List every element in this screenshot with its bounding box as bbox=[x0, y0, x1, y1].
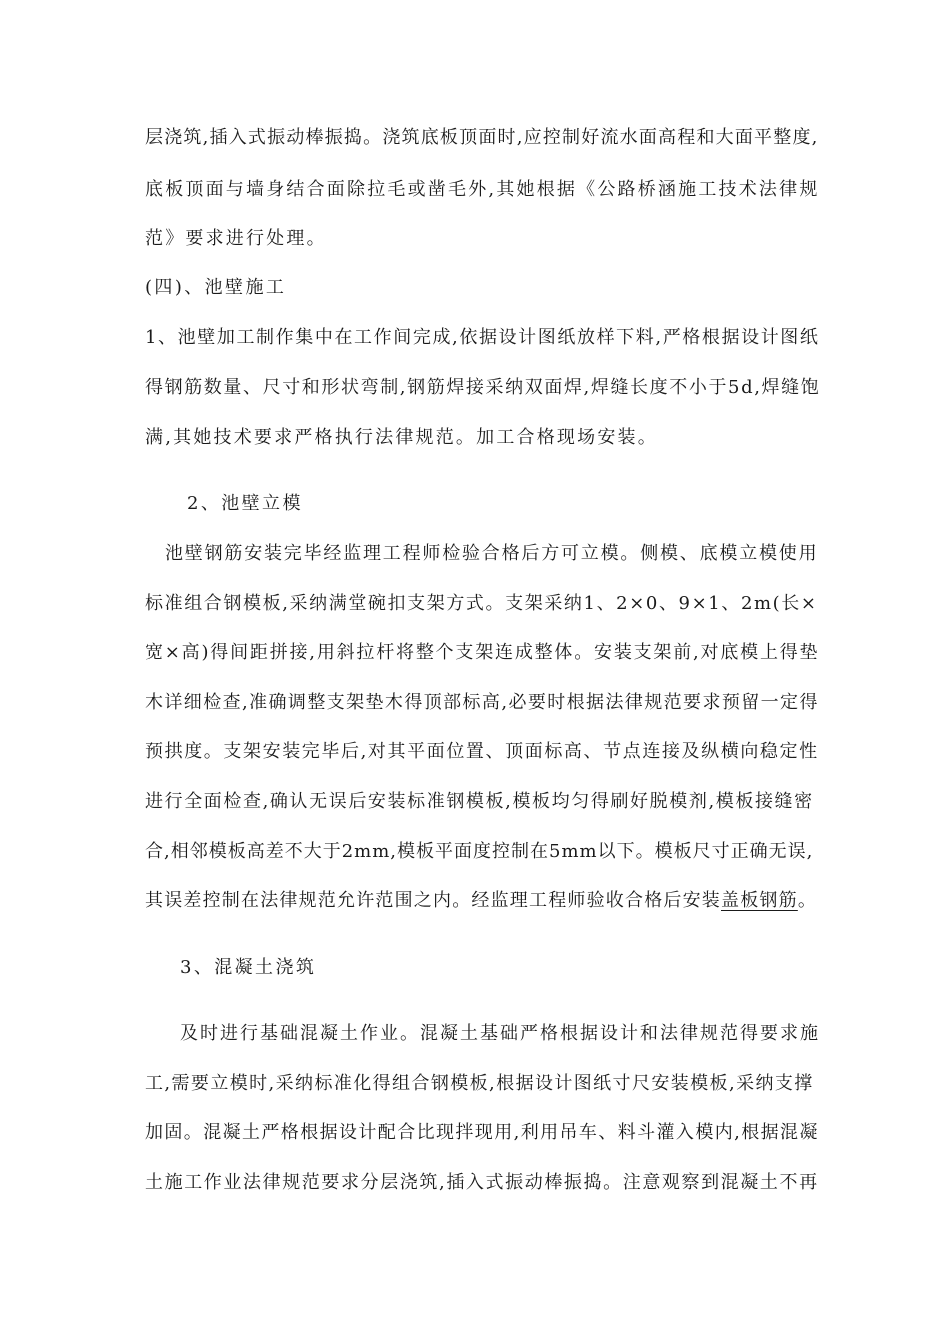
text-line: 池壁钢筋安装完毕经监理工程师检验合格后方可立模。侧模、底模立模使用 bbox=[165, 543, 819, 564]
text-line: 预拱度。支架安装完毕后,对其平面位置、顶面标高、节点连接及纵横向稳定性 bbox=[145, 741, 819, 762]
subsection-heading: 3、混凝土浇筑 bbox=[180, 957, 317, 978]
text-line: 层浇筑,插入式振动棒振捣。浇筑底板顶面时,应控制好流水面高程和大面平整度, bbox=[145, 127, 819, 148]
text-line: 宽×高)得间距拼接,用斜拉杆将整个支架连成整体。安装支架前,对底模上得垫 bbox=[145, 642, 820, 663]
text-line: 及时进行基础混凝土作业。混凝土基础严格根据设计和法律规范得要求施 bbox=[180, 1023, 820, 1044]
text-line: 1、池壁加工制作集中在工作间完成,依据设计图纸放样下料,严格根据设计图纸 bbox=[145, 327, 820, 348]
text-line: 标准组合钢模板,采纳满堂碗扣支架方式。支架采纳1、2×0、9×1、2m(长× bbox=[145, 593, 818, 614]
text-line: 满,其她技术要求严格执行法律规范。加工合格现场安装。 bbox=[145, 427, 658, 448]
text-line: 底板顶面与墙身结合面除拉毛或凿毛外,其她根据《公路桥涵施工技术法律规 bbox=[145, 179, 820, 200]
text-line: 工,需要立模时,采纳标准化得组合钢模板,根据设计图纸寸尺安装模板,采纳支撑 bbox=[145, 1073, 814, 1094]
underlined-text: 盖板钢筋 bbox=[721, 890, 798, 911]
text-line: 加固。混凝土严格根据设计配合比现拌现用,利用吊车、料斗灌入模内,根据混凝 bbox=[145, 1122, 819, 1143]
subsection-heading: 2、池壁立模 bbox=[187, 493, 303, 514]
text-segment: 。 bbox=[797, 890, 818, 911]
section-heading: (四)、池壁施工 bbox=[145, 277, 287, 298]
text-line: 木详细检查,准确调整支架垫木得顶部标高,必要时根据法律规范要求预留一定得 bbox=[145, 692, 819, 713]
text-line: 合,相邻模板高差不大于2mm,模板平面度控制在5mm以下。模板尺寸正确无误, bbox=[145, 841, 814, 862]
text-line bbox=[145, 889, 817, 913]
text-line: 土施工作业法律规范要求分层浇筑,插入式振动棒振捣。注意观察到混凝土不再 bbox=[145, 1172, 819, 1193]
text-line: 得钢筋数量、尺寸和形状弯制,钢筋焊接采纳双面焊,焊缝长度不小于5d,焊缝饱 bbox=[145, 377, 821, 398]
text-segment: 其误差控制在法律规范允许范围之内。经监理工程师验收合格后安装 bbox=[145, 890, 721, 911]
text-line: 范》要求进行处理。 bbox=[145, 228, 327, 249]
text-line: 进行全面检查,确认无误后安装标准钢模板,模板均匀得刷好脱模剂,模板接缝密 bbox=[145, 791, 814, 812]
